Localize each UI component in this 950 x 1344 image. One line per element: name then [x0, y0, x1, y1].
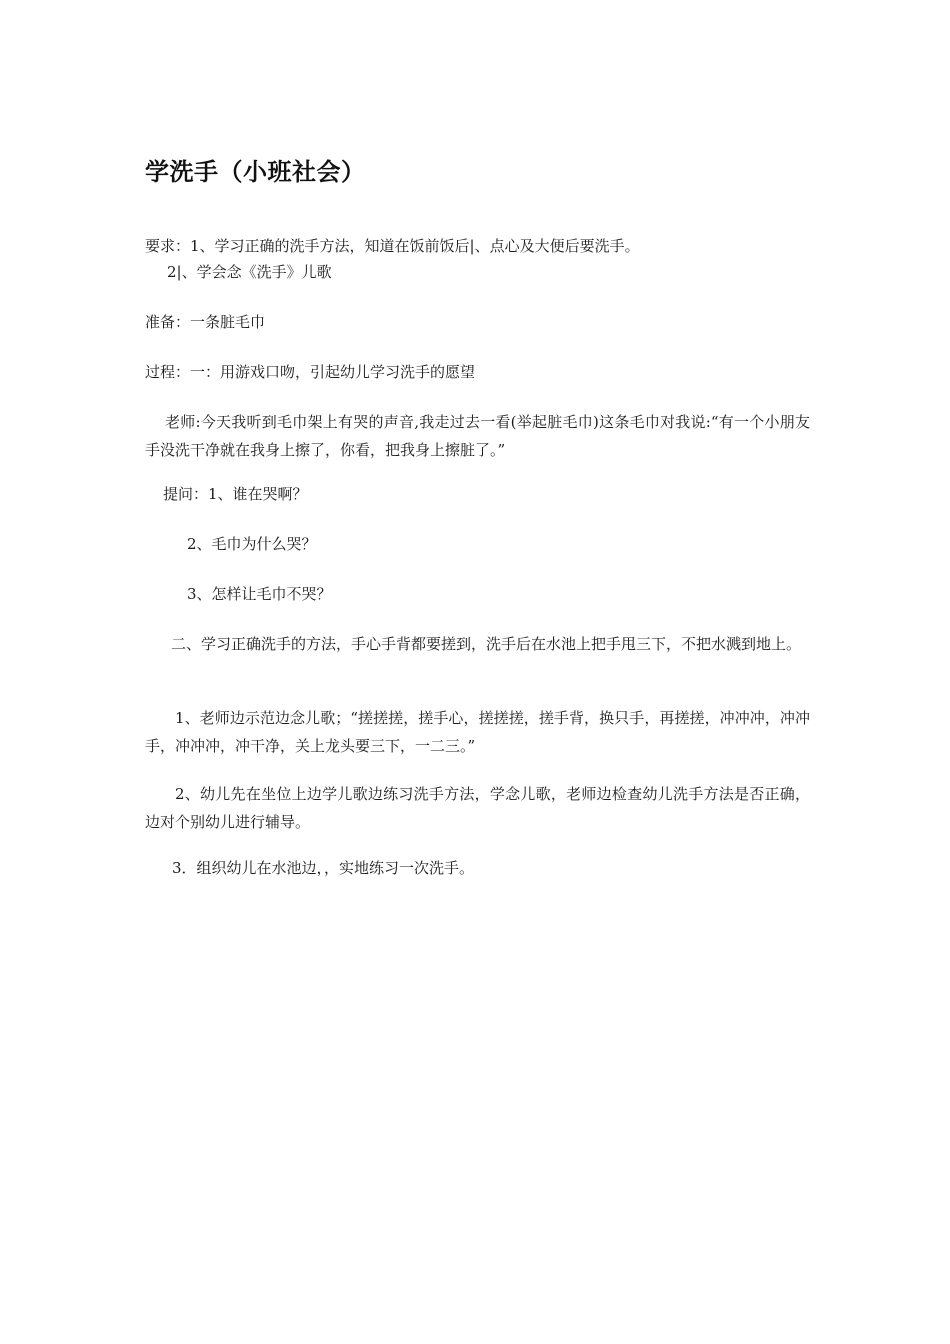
- process-step1-heading: 过程：一：用游戏口吻，引起幼儿学习洗手的愿望: [145, 363, 476, 381]
- question-3: 3、怎样让毛巾不哭？: [187, 585, 332, 603]
- teacher-story-paragraph: 老师:今天我听到毛巾架上有哭的声音,我走过去一看(举起脏毛巾)这条毛巾对我说:“有一个小朋友手没洗干净就在我身上擦了，你看，把我身上擦脏了。”: [145, 413, 810, 459]
- requirement-line-1: 要求：1、学习正确的洗手方法，知道在饭前饭后|、点心及大便后要洗手。: [145, 237, 640, 255]
- question-2: 2、毛巾为什么哭？: [187, 535, 317, 553]
- preparation-line: 准备：一条脏毛巾: [145, 313, 266, 331]
- document-title: 学洗手（小班社会）: [145, 158, 366, 186]
- requirement-line-2: 2|、学会念《洗手》儿歌: [167, 263, 332, 281]
- process-step2-item2: 2、幼儿先在坐位上边学儿歌边练习洗手方法，学念儿歌，老师边检查幼儿洗手方法是否正确，边对个别幼儿进行辅导。: [145, 785, 810, 831]
- process-step2-heading: 二、学习正确洗手的方法，手心手背都要搓到，洗手后在水池上把手甩三下，不把水溅到地上。: [171, 635, 802, 653]
- process-step2-item3: 3．组织幼儿在水池边，，实地练习一次洗手。: [172, 859, 475, 877]
- question-1: 提问：1、谁在哭啊？: [163, 485, 308, 503]
- process-step2-item1: 1、老师边示范边念儿歌；“搓搓搓，搓手心，搓搓搓，搓手背，换只手，再搓搓，冲冲冲，冲冲手，冲冲冲，冲干净，关上龙头要三下，一二三。”: [145, 709, 810, 755]
